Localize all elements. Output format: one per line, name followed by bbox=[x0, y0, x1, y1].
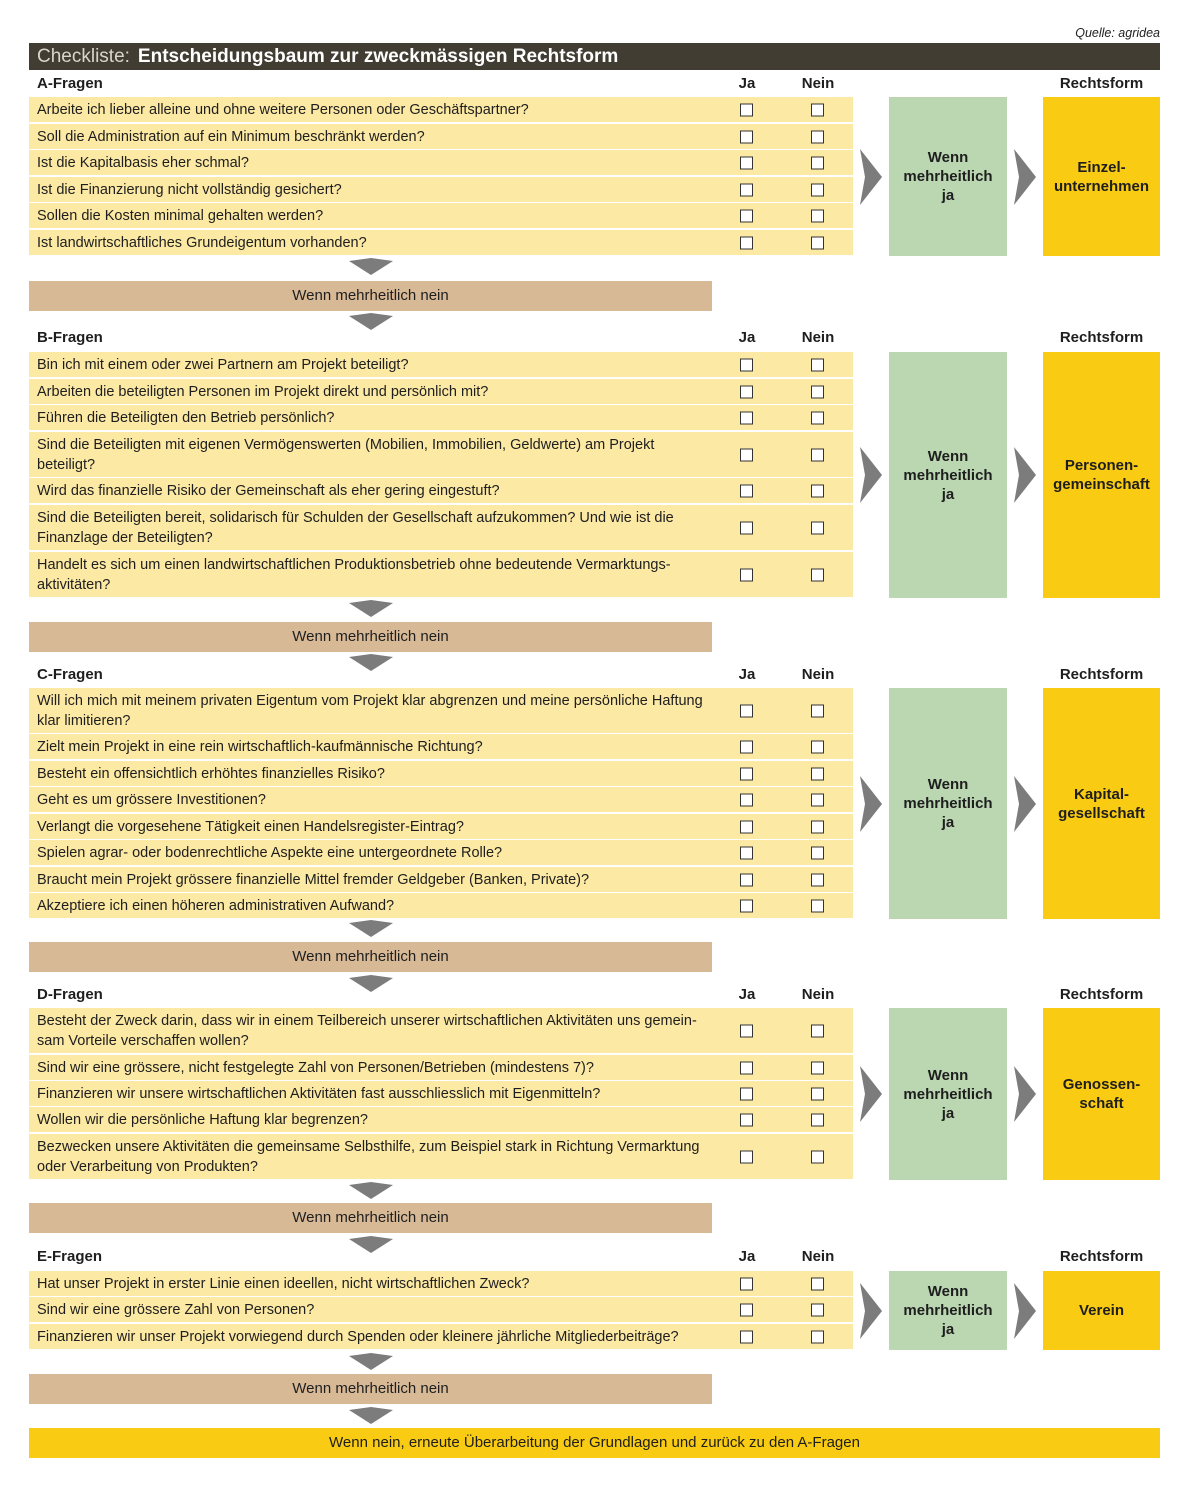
question-row bbox=[29, 97, 853, 123]
ja-checkbox[interactable] bbox=[740, 1087, 753, 1100]
section-heading: B-Fragen bbox=[37, 329, 103, 346]
question-row bbox=[29, 432, 853, 478]
question-row bbox=[29, 787, 853, 813]
condition-yes-box: Wenn mehrheitlich ja bbox=[889, 1008, 1007, 1180]
question-row bbox=[29, 734, 853, 760]
question-text: Verlangt die vorgesehene Tätigkeit einen Handelsregister-Eintrag? bbox=[37, 818, 464, 835]
right-arrow-icon bbox=[1014, 149, 1036, 205]
down-arrow-icon bbox=[349, 654, 393, 671]
question-row bbox=[29, 505, 853, 551]
question-row bbox=[29, 867, 853, 893]
nein-checkbox[interactable] bbox=[811, 484, 824, 497]
question-text: Geht es um grössere Investitionen? bbox=[37, 791, 266, 808]
title-prefix: Checkliste: bbox=[37, 46, 130, 67]
question-text: Wird das finanzielle Risiko der Gemeinschaft als eher gering eingestuft? bbox=[37, 482, 500, 499]
nein-checkbox[interactable] bbox=[811, 1330, 824, 1343]
question-row bbox=[29, 1297, 853, 1323]
ja-checkbox[interactable] bbox=[740, 448, 753, 461]
ja-checkbox[interactable] bbox=[740, 103, 753, 116]
condition-no-bar: Wenn mehrheitlich nein bbox=[29, 1203, 712, 1233]
question-text: Arbeite ich lieber alleine und ohne weitere Personen oder Geschäftspartner? bbox=[37, 101, 529, 118]
question-text: Sollen die Kosten minimal gehalten werden? bbox=[37, 207, 324, 224]
question-row bbox=[29, 124, 853, 150]
ja-checkbox[interactable] bbox=[740, 1150, 753, 1163]
right-arrow-icon bbox=[860, 776, 882, 832]
right-arrow-icon bbox=[860, 447, 882, 503]
ja-checkbox[interactable] bbox=[740, 358, 753, 371]
condition-yes-box: Wenn mehrheitlich ja bbox=[889, 688, 1007, 919]
question-text: Besteht der Zweck darin, dass wir in einem Teilbereich unserer wirtschaftlichen Aktivitäten uns gemein-sam Vorteile verschaffen wollen? bbox=[37, 1012, 697, 1049]
column-header-rechtsform: Rechtsform bbox=[1059, 986, 1144, 1003]
ja-checkbox[interactable] bbox=[740, 209, 753, 222]
question-row bbox=[29, 230, 853, 256]
column-header-rechtsform: Rechtsform bbox=[1059, 666, 1144, 683]
ja-checkbox[interactable] bbox=[740, 236, 753, 249]
condition-yes-box: Wenn mehrheitlich ja bbox=[889, 352, 1007, 598]
nein-checkbox[interactable] bbox=[811, 704, 824, 717]
column-header-rechtsform: Rechtsform bbox=[1059, 329, 1144, 346]
down-arrow-icon bbox=[349, 600, 393, 617]
nein-checkbox[interactable] bbox=[811, 385, 824, 398]
nein-checkbox[interactable] bbox=[811, 448, 824, 461]
nein-checkbox[interactable] bbox=[811, 820, 824, 833]
question-text: Handelt es sich um einen landwirtschaftlichen Produktionsbetrieb ohne bedeutende Vermarktungs-aktivitäten? bbox=[37, 556, 671, 593]
ja-checkbox[interactable] bbox=[740, 385, 753, 398]
ja-checkbox[interactable] bbox=[740, 484, 753, 497]
nein-checkbox[interactable] bbox=[811, 846, 824, 859]
rechtsform-result-box: Genossen- schaft bbox=[1043, 1008, 1160, 1180]
section-heading: E-Fragen bbox=[37, 1248, 103, 1265]
ja-checkbox[interactable] bbox=[740, 1303, 753, 1316]
question-text: Arbeiten die beteiligten Personen im Projekt direkt und persönlich mit? bbox=[37, 383, 489, 400]
question-text: Besteht ein offensichtlich erhöhtes finanzielles Risiko? bbox=[37, 765, 385, 782]
question-text: Spielen agrar- oder bodenrechtliche Aspekte eine untergeordnete Rolle? bbox=[37, 844, 503, 861]
source-note: Quelle: agridea bbox=[1075, 26, 1160, 40]
nein-checkbox[interactable] bbox=[811, 1113, 824, 1126]
question-row bbox=[29, 688, 853, 734]
rechtsform-result-box: Kapital- gesellschaft bbox=[1043, 688, 1160, 919]
nein-checkbox[interactable] bbox=[811, 183, 824, 196]
section-heading: C-Fragen bbox=[37, 666, 103, 683]
question-row bbox=[29, 150, 853, 176]
column-header-ja: Ja bbox=[738, 75, 756, 92]
nein-checkbox[interactable] bbox=[811, 103, 824, 116]
ja-checkbox[interactable] bbox=[740, 183, 753, 196]
right-arrow-icon bbox=[1014, 776, 1036, 832]
nein-checkbox[interactable] bbox=[811, 236, 824, 249]
down-arrow-icon bbox=[349, 975, 393, 992]
nein-checkbox[interactable] bbox=[811, 1087, 824, 1100]
nein-checkbox[interactable] bbox=[811, 740, 824, 753]
title-main: Entscheidungsbaum zur zweckmässigen Rechtsform bbox=[137, 46, 619, 67]
question-text: Bin ich mit einem oder zwei Partnern am Projekt beteiligt? bbox=[37, 356, 409, 373]
ja-checkbox[interactable] bbox=[740, 521, 753, 534]
question-row bbox=[29, 1324, 853, 1350]
right-arrow-icon bbox=[1014, 1066, 1036, 1122]
page-title bbox=[29, 43, 1160, 70]
column-header-ja: Ja bbox=[738, 666, 756, 683]
nein-checkbox[interactable] bbox=[811, 1303, 824, 1316]
right-arrow-icon bbox=[860, 1283, 882, 1339]
ja-checkbox[interactable] bbox=[740, 846, 753, 859]
column-header-nein: Nein bbox=[801, 329, 835, 346]
ja-checkbox[interactable] bbox=[740, 820, 753, 833]
nein-checkbox[interactable] bbox=[811, 130, 824, 143]
down-arrow-icon bbox=[349, 1182, 393, 1199]
nein-checkbox[interactable] bbox=[811, 873, 824, 886]
nein-checkbox[interactable] bbox=[811, 568, 824, 581]
ja-checkbox[interactable] bbox=[740, 1024, 753, 1037]
final-instruction-bar: Wenn nein, erneute Überarbeitung der Grundlagen und zurück zu den A-Fragen bbox=[29, 1428, 1160, 1458]
right-arrow-icon bbox=[860, 149, 882, 205]
question-row bbox=[29, 1107, 853, 1133]
question-row bbox=[29, 893, 853, 919]
condition-no-bar: Wenn mehrheitlich nein bbox=[29, 281, 712, 311]
question-row bbox=[29, 761, 853, 787]
section-heading: D-Fragen bbox=[37, 986, 103, 1003]
condition-yes-box: Wenn mehrheitlich ja bbox=[889, 1271, 1007, 1350]
condition-no-bar: Wenn mehrheitlich nein bbox=[29, 942, 712, 972]
nein-checkbox[interactable] bbox=[811, 1277, 824, 1290]
rechtsform-result-box: Personen- gemeinschaft bbox=[1043, 352, 1160, 598]
question-text: Sind wir eine grössere, nicht festgelegte Zahl von Personen/Betrieben (mindestens 7)? bbox=[37, 1059, 594, 1076]
question-row bbox=[29, 552, 853, 598]
ja-checkbox[interactable] bbox=[740, 899, 753, 912]
question-text: Akzeptiere ich einen höheren administrativen Aufwand? bbox=[37, 897, 395, 914]
question-text: Sind die Beteiligten mit eigenen Vermögenswerten (Mobilien, Immobilien, Geldwerte) am Projekt beteiligt? bbox=[37, 436, 655, 473]
condition-no-bar: Wenn mehrheitlich nein bbox=[29, 622, 712, 652]
nein-checkbox[interactable] bbox=[811, 521, 824, 534]
question-row bbox=[29, 203, 853, 229]
question-row bbox=[29, 1271, 853, 1297]
question-text: Ist die Finanzierung nicht vollständig gesichert? bbox=[37, 181, 342, 198]
column-header-rechtsform: Rechtsform bbox=[1059, 75, 1144, 92]
column-header-ja: Ja bbox=[738, 1248, 756, 1265]
question-row bbox=[29, 840, 853, 866]
column-header-ja: Ja bbox=[738, 329, 756, 346]
ja-checkbox[interactable] bbox=[740, 156, 753, 169]
nein-checkbox[interactable] bbox=[811, 411, 824, 424]
right-arrow-icon bbox=[1014, 447, 1036, 503]
right-arrow-icon bbox=[1014, 1283, 1036, 1339]
nein-checkbox[interactable] bbox=[811, 156, 824, 169]
rechtsform-result-box: Einzel- unternehmen bbox=[1043, 97, 1160, 256]
ja-checkbox[interactable] bbox=[740, 793, 753, 806]
nein-checkbox[interactable] bbox=[811, 358, 824, 371]
ja-checkbox[interactable] bbox=[740, 767, 753, 780]
question-text: Ist die Kapitalbasis eher schmal? bbox=[37, 154, 249, 171]
rechtsform-result-box: Verein bbox=[1043, 1271, 1160, 1350]
column-header-ja: Ja bbox=[738, 986, 756, 1003]
question-row bbox=[29, 478, 853, 504]
question-text: Braucht mein Projekt grössere finanzielle Mittel fremder Geldgeber (Banken, Private)? bbox=[37, 871, 590, 888]
question-text: Ist landwirtschaftliches Grundeigentum vorhanden? bbox=[37, 234, 367, 251]
ja-checkbox[interactable] bbox=[740, 704, 753, 717]
question-text: Finanzieren wir unsere wirtschaftlichen Aktivitäten fast ausschliesslich mit Eigenmitteln? bbox=[37, 1085, 601, 1102]
condition-no-bar: Wenn mehrheitlich nein bbox=[29, 1374, 712, 1404]
question-text: Sind wir eine grössere Zahl von Personen? bbox=[37, 1301, 315, 1318]
condition-yes-box: Wenn mehrheitlich ja bbox=[889, 97, 1007, 256]
question-text: Führen die Beteiligten den Betrieb persönlich? bbox=[37, 409, 335, 426]
nein-checkbox[interactable] bbox=[811, 899, 824, 912]
down-arrow-icon bbox=[349, 313, 393, 330]
column-header-nein: Nein bbox=[801, 986, 835, 1003]
section-heading: A-Fragen bbox=[37, 75, 103, 92]
ja-checkbox[interactable] bbox=[740, 873, 753, 886]
ja-checkbox[interactable] bbox=[740, 1277, 753, 1290]
column-header-nein: Nein bbox=[801, 1248, 835, 1265]
down-arrow-icon bbox=[349, 1353, 393, 1370]
question-text: Will ich mich mit meinem privaten Eigentum vom Projekt klar abgrenzen und meine persönliche Haftung klar limitieren? bbox=[37, 692, 703, 729]
ja-checkbox[interactable] bbox=[740, 1330, 753, 1343]
question-row bbox=[29, 1008, 853, 1054]
question-row bbox=[29, 814, 853, 840]
nein-checkbox[interactable] bbox=[811, 1024, 824, 1037]
question-row bbox=[29, 1081, 853, 1107]
ja-checkbox[interactable] bbox=[740, 1061, 753, 1074]
down-arrow-icon bbox=[349, 1236, 393, 1253]
question-text: Zielt mein Projekt in eine rein wirtschaftlich-kaufmännische Richtung? bbox=[37, 738, 483, 755]
down-arrow-icon bbox=[349, 1407, 393, 1424]
nein-checkbox[interactable] bbox=[811, 1150, 824, 1163]
question-text: Sind die Beteiligten bereit, solidarisch für Schulden der Gesellschaft aufzukommen? Und wie ist die Finanzlage der Beteiligten? bbox=[37, 509, 674, 546]
ja-checkbox[interactable] bbox=[740, 1113, 753, 1126]
right-arrow-icon bbox=[860, 1066, 882, 1122]
nein-checkbox[interactable] bbox=[811, 209, 824, 222]
question-row bbox=[29, 379, 853, 405]
ja-checkbox[interactable] bbox=[740, 130, 753, 143]
column-header-nein: Nein bbox=[801, 666, 835, 683]
question-row bbox=[29, 405, 853, 431]
down-arrow-icon bbox=[349, 920, 393, 937]
nein-checkbox[interactable] bbox=[811, 767, 824, 780]
question-row bbox=[29, 1134, 853, 1180]
question-text: Hat unser Projekt in erster Linie einen ideellen, nicht wirtschaftlichen Zweck? bbox=[37, 1275, 530, 1292]
nein-checkbox[interactable] bbox=[811, 793, 824, 806]
nein-checkbox[interactable] bbox=[811, 1061, 824, 1074]
question-text: Wollen wir die persönliche Haftung klar begrenzen? bbox=[37, 1111, 369, 1128]
question-row bbox=[29, 177, 853, 203]
ja-checkbox[interactable] bbox=[740, 568, 753, 581]
column-header-nein: Nein bbox=[801, 75, 835, 92]
ja-checkbox[interactable] bbox=[740, 740, 753, 753]
question-text: Bezwecken unsere Aktivitäten die gemeinsame Selbsthilfe, zum Beispiel stark in Richtung Vermarktung oder Verarbeitung von Produkten? bbox=[37, 1138, 700, 1175]
down-arrow-icon bbox=[349, 258, 393, 275]
question-text: Finanzieren wir unser Projekt vorwiegend durch Spenden oder kleinere jährliche Mitgliederbeiträge? bbox=[37, 1328, 679, 1345]
question-row bbox=[29, 1055, 853, 1081]
column-header-rechtsform: Rechtsform bbox=[1059, 1248, 1144, 1265]
question-row bbox=[29, 352, 853, 378]
ja-checkbox[interactable] bbox=[740, 411, 753, 424]
question-text: Soll die Administration auf ein Minimum beschränkt werden? bbox=[37, 128, 425, 145]
